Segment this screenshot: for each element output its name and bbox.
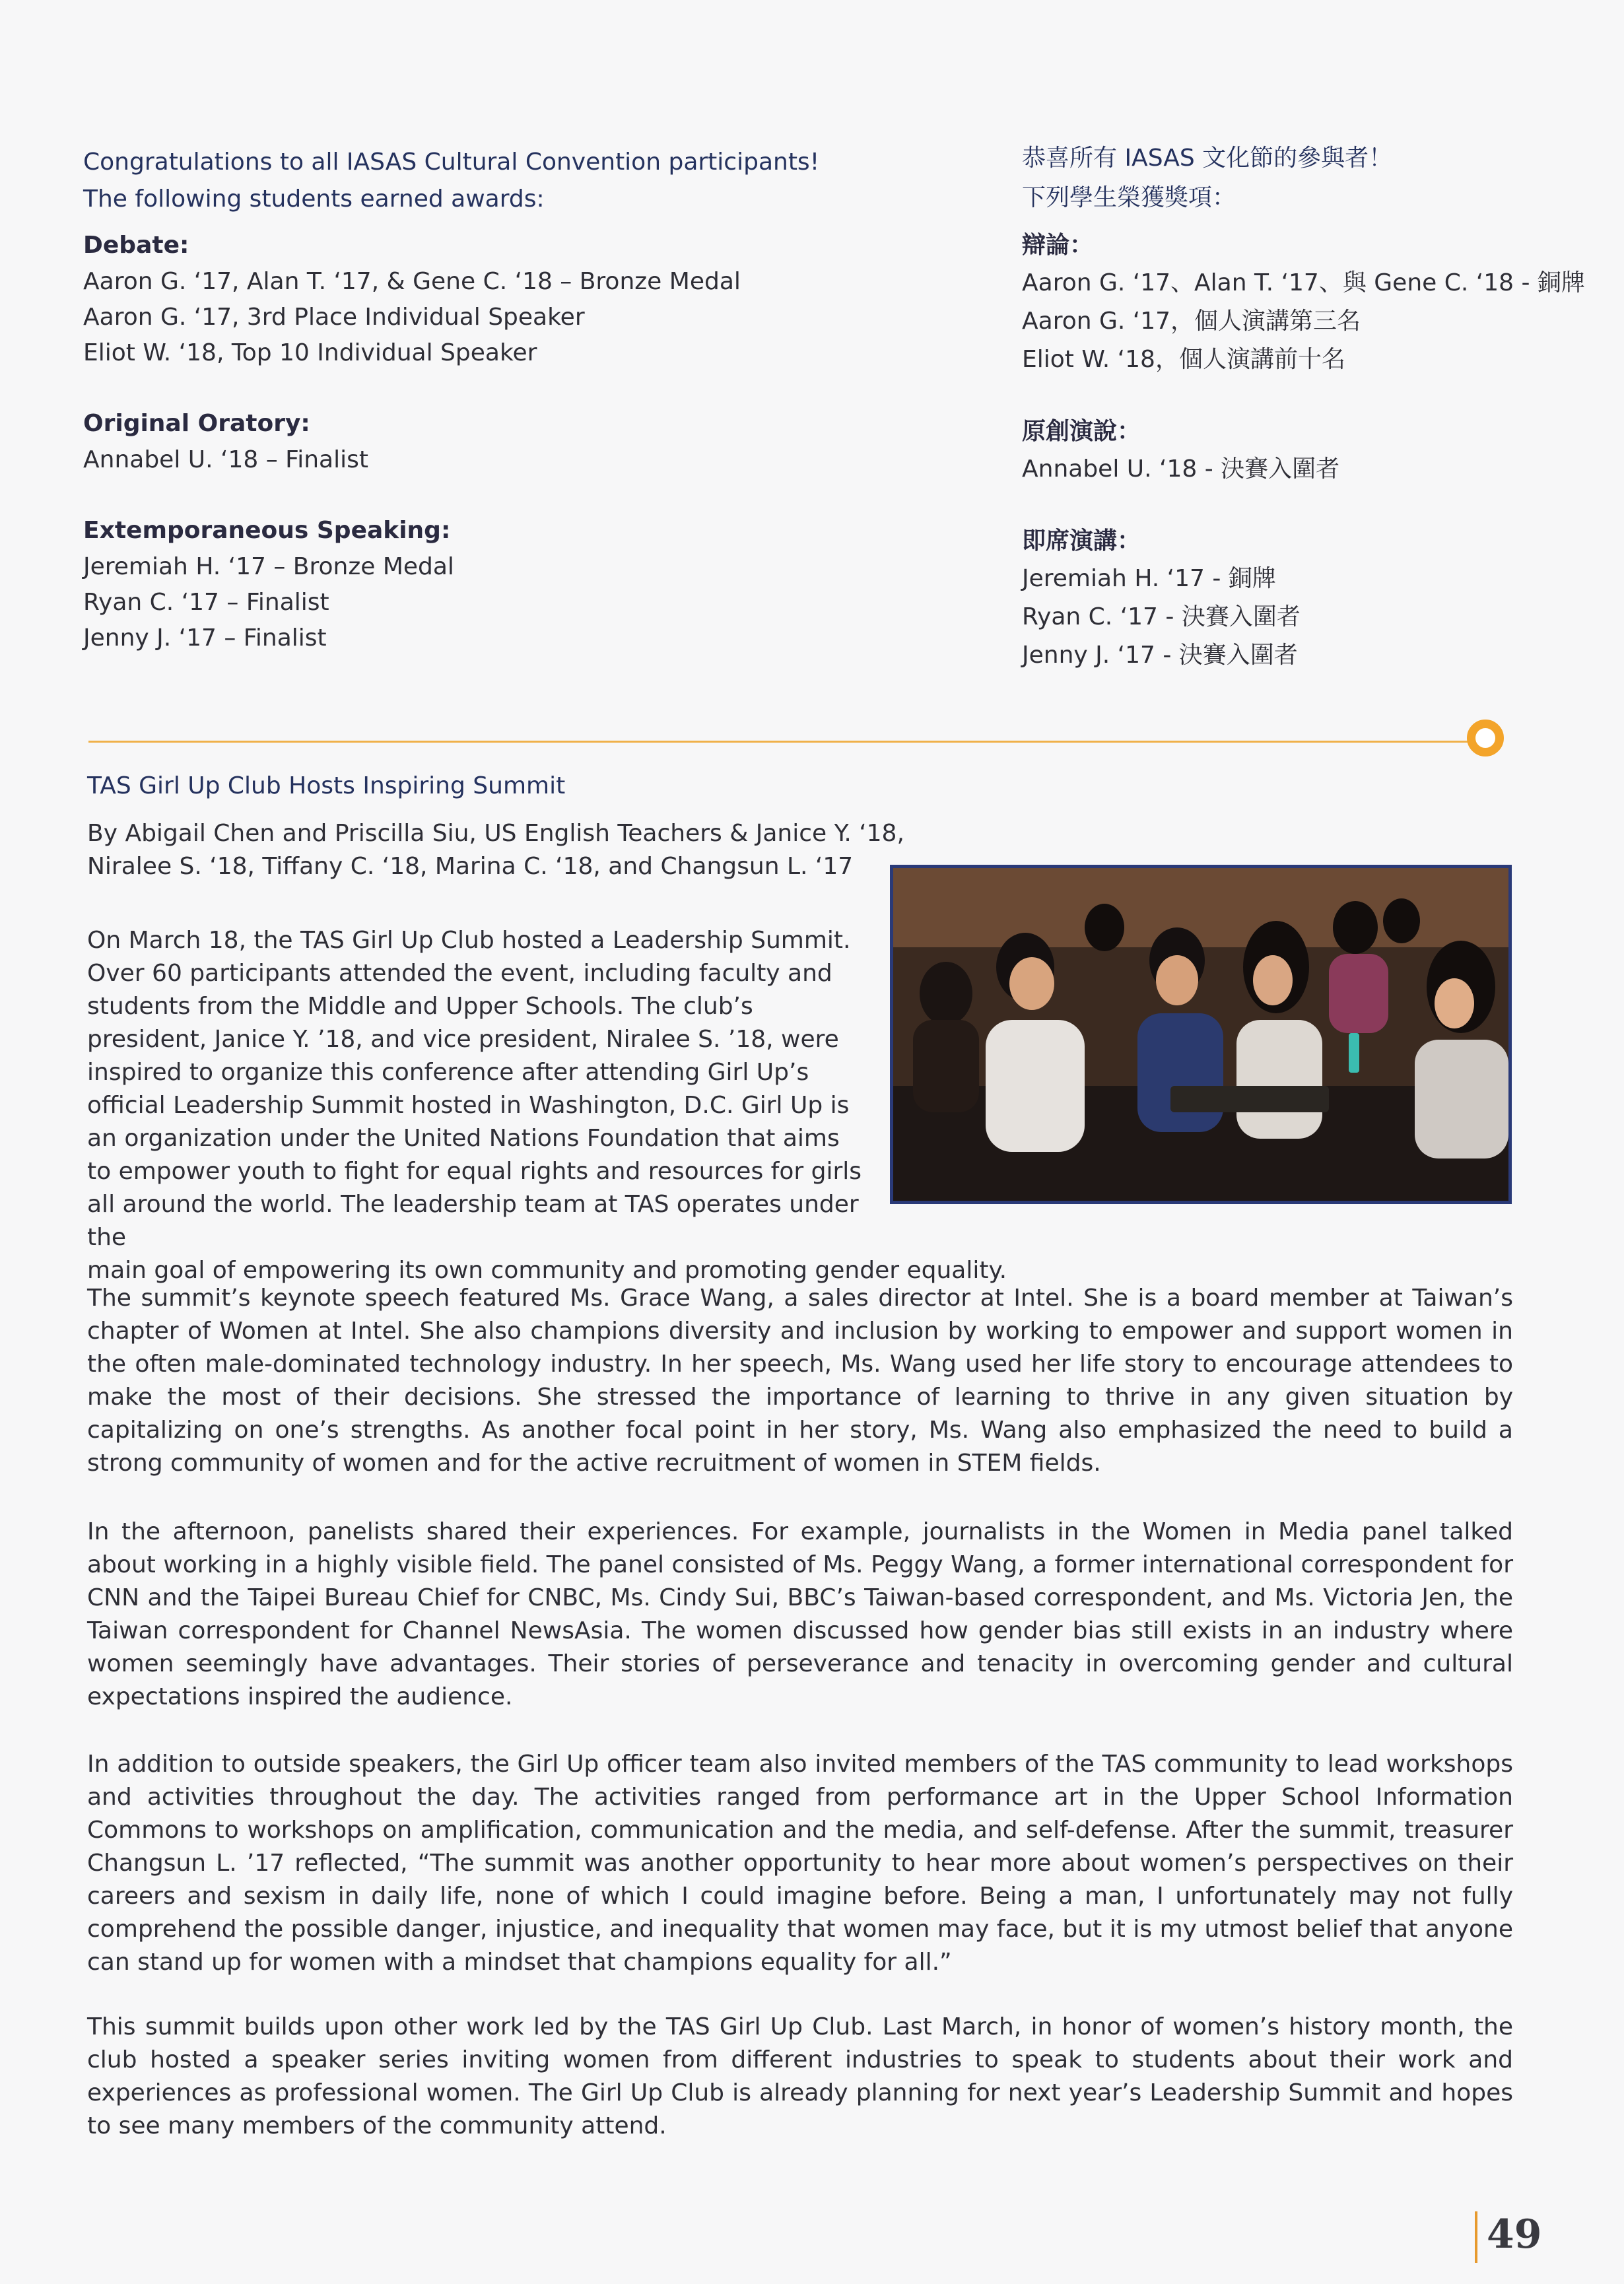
article-paragraph-1 (87, 924, 1007, 1287)
award-section-oratory (83, 405, 915, 478)
article-paragraph-3: In the afternoon, panelists shared their experiences. For example, journalists in the Women in Media panel talked about working in a highly visible field. The panel consisted of Ms. Peggy Wang, a former international correspondent for CNN and the Taipei Bureau Chief for CNBC, Ms. Cindy Sui, BBC’s Taiwan-based correspondent, and Ms. Victoria Jen, the Taiwan correspondent for Channel NewsAsia. The women discussed how gender bias still exists in an industry where women seemingly have advantages. Their stories of perseverance and tenacity in overcoming gender and cultural expectations inspired the audience. (87, 1518, 1513, 1710)
article-byline (87, 817, 919, 883)
award-line-zh: Annabel U. ‘18 - 決賽入圍者 (1022, 455, 1340, 483)
article-paragraph-2: The summit’s keynote speech featured Ms. Grace Wang, a sales director at Intel. She is a board member at Taiwan’s chapter of Women at Intel. She also champions diversity and inclusion by working to empower and support women in the often male-dominated technology industry. In her speech, Ms. Wang used her life story to encourage attendees to make the most of their decisions. She stressed the importance of learning to thrive in any given situation by capitalizing on one’s strengths. As another focal point in her story, Ms. Wang also emphasized the need to build a strong community of women and for the active recruitment of women in STEM fields. (87, 1285, 1513, 1477)
award-section-oratory-zh (1022, 413, 1590, 488)
award-heading: Original Oratory: (83, 410, 310, 437)
paragraph-last-line: main goal of empowering its own community and promoting gender equality. (87, 1257, 1007, 1284)
award-line-zh: Aaron G. ‘17，個人演講第三名 (1022, 308, 1361, 335)
awards-intro-line2: The following students earned awards: (83, 185, 545, 213)
awards-chinese (1022, 139, 1590, 709)
award-heading-zh: 即席演講： (1022, 527, 1141, 554)
classroom-photo (890, 865, 1512, 1204)
article-paragraph-5: This summit builds upon other work led by the TAS Girl Up Club. Last March, in honor of women’s history month, the club hosted a speaker series inviting women from different industries to speak to students about their work and experiences as professional women. The Girl Up Club is already planning for next year’s Leadership Summit and hopes to see many members of the community attend. (87, 2013, 1513, 2139)
page-number: 49 (1487, 2211, 1542, 2258)
award-section-debate (83, 227, 915, 371)
award-heading-zh: 原創演說： (1022, 418, 1141, 445)
award-line-zh: Jenny J. ‘17 - 決賽入圍者 (1022, 642, 1298, 669)
award-heading: Debate: (83, 232, 189, 259)
award-line-zh: Aaron G. ‘17、Alan T. ‘17、與 Gene C. ‘18 - 銅牌 (1022, 269, 1585, 296)
awards-english (83, 144, 915, 690)
award-line: Jeremiah H. ‘17 – Bronze Medal (83, 553, 454, 580)
award-section-extemporaneous-zh (1022, 523, 1590, 675)
award-line-zh: Jeremiah H. ‘17 - 銅牌 (1022, 565, 1276, 592)
byline-line1: By Abigail Chen and Priscilla Siu, US English Teachers & Janice Y. ‘18, (87, 820, 904, 847)
section-divider (88, 741, 1480, 743)
article-title: TAS Girl Up Club Hosts Inspiring Summit (87, 772, 566, 799)
classroom-photo-icon (893, 868, 1508, 1201)
award-line: Ryan C. ‘17 – Finalist (83, 589, 329, 616)
award-heading: Extemporaneous Speaking: (83, 517, 451, 544)
awards-intro-line1: Congratulations to all IASAS Cultural Convention participants! (83, 149, 820, 176)
award-heading-zh: 辯論： (1022, 232, 1094, 259)
award-section-debate-zh (1022, 227, 1590, 379)
article-paragraph-4: In addition to outside speakers, the Girl Up officer team also invited members of the TAS community to lead workshops and activities throughout the day. The activities ranged from performance art in the Upper School Information Commons to workshops on amplification, communication and the media, and self-defense. After the summit, treasurer Changsun L. ’17 reflected, “The summit was another opportunity to hear more about women’s perspectives on their careers and sexism in daily life, none of which I could imagine before. Being a man, I unfortunately may not fully comprehend the possible danger, injustice, and inequality that women may face, but it is my utmost belief that anyone can stand up for women with a mindset that champions equality for all.” (87, 1751, 1513, 1976)
award-section-extemporaneous (83, 512, 915, 656)
award-line-zh: Eliot W. ‘18，個人演講前十名 (1022, 346, 1345, 373)
paragraph-text: On March 18, the TAS Girl Up Club hosted a Leadership Summit. Over 60 participants attended the event, including faculty and students from the Middle and Upper Schools. The club’s president, Janice Y. ’18, and vice president, Niralee S. ’18, were inspired to organize this conference after attending Girl Up’s official Leadership Summit hosted in Washington, D.C. Girl Up is an organization under the United Nations Foundation that aims to empower youth to fight for equal rights and resources for girls all around the world. The leadership team at TAS operates under the (87, 927, 862, 1251)
award-line: Aaron G. ‘17, Alan T. ‘17, & Gene C. ‘18 – Bronze Medal (83, 268, 741, 295)
awards-intro-line2-zh: 下列學生榮獲獎項： (1022, 184, 1236, 211)
award-line: Jenny J. ‘17 – Finalist (83, 624, 327, 652)
page-number-bar (1475, 2211, 1477, 2263)
byline-line2: Niralee S. ‘18, Tiffany C. ‘18, Marina C. ‘18, and Changsun L. ‘17 (87, 853, 854, 880)
award-line: Annabel U. ‘18 – Finalist (83, 446, 368, 473)
award-line: Aaron G. ‘17, 3rd Place Individual Speaker (83, 304, 585, 331)
award-line-zh: Ryan C. ‘17 - 決賽入圍者 (1022, 603, 1301, 630)
divider-circle-icon (1467, 720, 1504, 756)
award-line: Eliot W. ‘18, Top 10 Individual Speaker (83, 339, 537, 366)
awards-intro-line1-zh: 恭喜所有 IASAS 文化節的參與者！ (1022, 145, 1393, 172)
